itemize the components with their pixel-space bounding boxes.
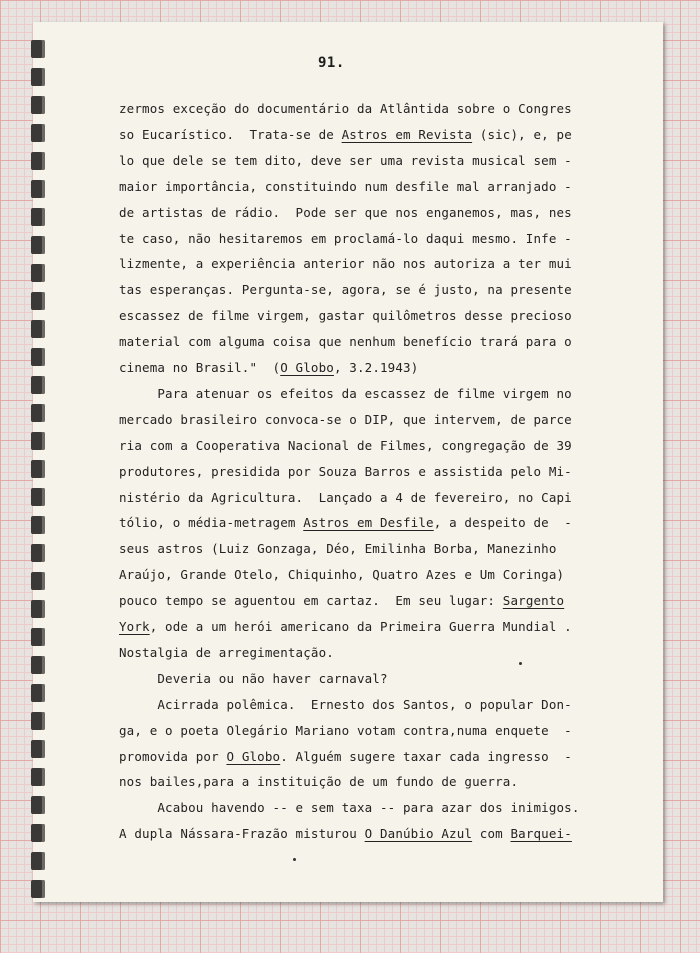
binding-hole [31,544,45,562]
text-run: , ode a um herói americano da Primeira Guerra Mundial . [149,619,572,634]
underlined-title: Barquei- [510,826,572,842]
binding-hole [31,432,45,450]
binding-hole [31,124,45,142]
binding-hole [31,320,45,338]
text-run: (sic), e, pe [472,126,572,142]
text-run: Araújo, Grande Otelo, Chiquinho, Quatro Azes e Um Coringa) [119,567,565,583]
text-run: Acabou havendo -- e sem taxa -- para azar dos inimigos. [119,800,580,816]
text-run: ga, e o poeta Olegário Mariano votam contra,numa enquete - [119,722,572,738]
text-run: mercado brasileiro convoca-se o DIP, que intervem, de parce [119,411,572,427]
text-line [119,101,572,116]
text-line [119,127,572,142]
text-line [119,231,572,246]
binding-hole [31,656,45,674]
binding-hole [31,292,45,310]
underlined-title: Astros em Revista [341,126,473,142]
text-run: Deveria ou não haver carnaval? [119,670,388,686]
text-line [119,308,572,323]
text-run: Para atenuar os efeitos da escassez de filme virgem no [119,385,572,401]
binding-hole [31,180,45,198]
ink-speck [293,858,296,861]
text-run: . Alguém sugere taxar cada ingresso - [280,748,572,764]
binding-hole [31,460,45,478]
text-run: material com alguma coisa que nenhum benefício trará para o [119,334,572,350]
binding-hole [31,264,45,282]
text-run: nos bailes,para a instituição de um fundo de guerra. [119,774,519,790]
text-run: promovida por [119,748,227,764]
binding-hole [31,404,45,422]
binding-hole [31,152,45,170]
text-line [119,567,564,582]
text-line [119,723,572,738]
text-line [119,800,580,815]
text-line [119,205,572,220]
text-run: Nostalgia de arregimentação. [119,644,334,660]
underlined-title: O Globo [226,748,281,764]
binding-hole [31,796,45,814]
text-run: tas esperanças. Pergunta-se, agora, se é justo, na presente [119,282,572,298]
binding-hole [31,208,45,226]
text-line [119,749,572,764]
text-run: Acirrada polêmica. Ernesto dos Santos, o popular Don- [119,696,572,712]
text-line [119,671,388,686]
text-run: pouco tempo se aguentou em cartaz. Em seu lugar: [119,593,503,609]
text-run: de artistas de rádio. Pode ser que nos enganemos, mas, nes [119,204,572,220]
text-line [119,153,572,168]
text-line [119,774,518,789]
text-line [119,490,572,505]
binding-hole [31,68,45,86]
text-line [119,464,572,479]
binding-hole [31,516,45,534]
text-run: ria com a Cooperativa Nacional de Filmes, congregação de 39 [119,437,572,453]
text-line [119,256,572,271]
binding-hole [31,348,45,366]
binding-hole [31,628,45,646]
text-run: maior importância, constituindo num desfile mal arranjado - [119,178,572,194]
page-number: 91. [318,55,345,71]
text-line [119,826,572,841]
text-line [119,541,557,556]
binding-hole [31,572,45,590]
text-line [119,645,334,660]
text-line [119,593,564,608]
text-run: A dupla Nássara-Frazão misturou [119,826,365,842]
underlined-title: O Globo [280,360,334,375]
binding-hole [31,852,45,870]
text-run: , 3.2.1943) [333,360,419,375]
text-run: cinema no Brasil." ( [119,360,281,375]
binding-hole [31,768,45,786]
text-run: nistério da Agricultura. Lançado a 4 de fevereiro, no Capi [119,489,572,505]
text-line [119,697,572,712]
spiral-binding [31,40,45,900]
binding-hole [31,684,45,702]
binding-hole [31,824,45,842]
binding-hole [31,40,45,58]
text-line [119,386,572,401]
binding-hole [31,880,45,898]
text-line [119,179,572,194]
text-line [119,438,572,453]
text-run: te caso, não hesitaremos em proclamá-lo daqui mesmo. Infe - [119,230,572,246]
ink-speck [519,662,522,665]
underlined-title: O Danúbio Azul [364,826,473,842]
underlined-title: Sargento [502,593,565,609]
text-run: zermos exceção do documentário da Atlântida sobre o Congres [119,101,572,116]
underlined-title: Astros em Desfile [303,515,434,531]
text-run: com [472,826,511,842]
text-line [119,515,572,530]
text-run: lo que dele se tem dito, deve ser uma revista musical sem - [119,152,572,168]
text-line [119,619,572,634]
text-run: produtores, presidida por Souza Barros e assistida pelo Mi- [119,463,572,479]
binding-hole [31,376,45,394]
text-run: lizmente, a experiência anterior não nos autoriza a ter mui [119,256,572,272]
binding-hole [31,236,45,254]
text-line [119,334,572,349]
underlined-title: York [119,619,150,634]
binding-hole [31,488,45,506]
text-line [119,282,572,297]
binding-hole [31,600,45,618]
text-line [119,360,418,375]
text-run: so Eucarístico. Trata-se de [119,126,342,142]
text-run: tólio, o média-metragem [119,515,304,531]
text-run: seus astros (Luiz Gonzaga, Déo, Emilinha Borba, Manezinho [119,541,557,557]
binding-hole [31,740,45,758]
binding-hole [31,96,45,114]
text-line [119,412,572,427]
text-run: , a despeito de - [433,515,572,531]
binding-hole [31,712,45,730]
text-run: escassez de filme virgem, gastar quilômetros desse precioso [119,308,572,324]
